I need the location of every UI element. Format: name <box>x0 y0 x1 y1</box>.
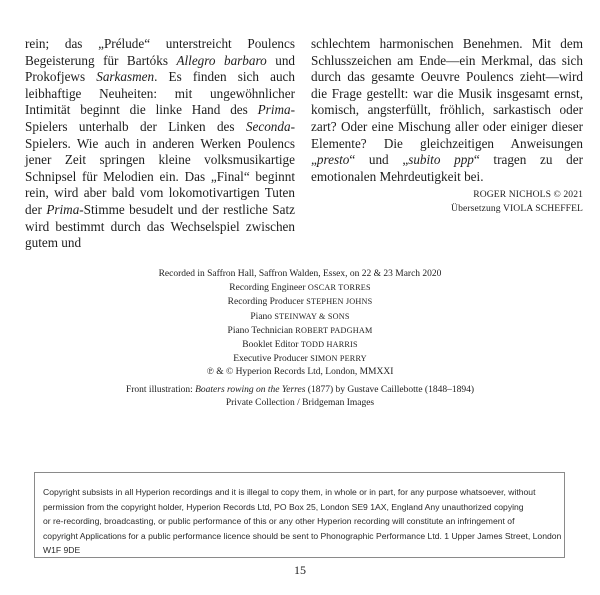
text-run: “ tragen zu der emotionalen Mehrdeutigkeit bei. <box>311 152 583 184</box>
text-run: -Spielers unterhalb der Linken des <box>25 102 295 134</box>
translator-name: VIOLA SCHEFFEL <box>502 203 583 215</box>
recording-credits <box>100 268 500 410</box>
author-credit: ROGER NICHOLS © 2021 <box>473 189 583 201</box>
copyright-line: or re-recording, broadcasting, or public performance of this or any other Hyperion recording will constitute an infringement of <box>43 516 515 527</box>
phonogram-notice: ℗ & © Hyperion Records Ltd, London, MMXXI <box>206 367 394 378</box>
credit-value: ROBERT PADGHAM <box>295 325 373 335</box>
italic-text-run: subito ppp <box>408 152 474 168</box>
credit-engineer <box>100 281 500 295</box>
text-run: “ und „ <box>349 152 409 168</box>
credit-piano <box>100 310 500 324</box>
credit-label: Recording Producer <box>227 297 307 308</box>
translation-label: Übersetzung <box>451 203 503 215</box>
image-collection-credit: Private Collection / Bridgeman Images <box>225 397 375 408</box>
essay-paragraph-left <box>25 36 295 252</box>
credit-label: Booklet Editor <box>242 340 301 351</box>
page-number: 15 <box>294 563 306 577</box>
credit-value: TODD HARRIS <box>300 340 358 350</box>
essay-paragraph-right <box>311 36 583 185</box>
credit-label: Recording Engineer <box>229 283 308 294</box>
copyright-notice-box <box>34 472 565 558</box>
credit-booklet-editor <box>100 338 500 352</box>
credit-executive-producer <box>100 352 500 366</box>
copyright-line: permission from the copyright holder, Hyperion Records Ltd, PO Box 25, London SE9 1AX, England Any unauthorized copying <box>43 501 524 512</box>
credit-label: Piano <box>250 311 275 322</box>
essay-signature <box>311 188 583 216</box>
recording-location: Recorded in Saffron Hall, Saffron Walden, Essex, on 22 & 23 March 2020 <box>158 269 442 279</box>
translation-credit <box>311 202 583 216</box>
credit-label: Executive Producer <box>233 354 311 365</box>
credit-producer <box>100 295 500 309</box>
front-illustration-credit <box>100 384 500 397</box>
text-run: -Stimme besudelt und der restliche Satz wird bestimmt durch das Wechselspiel zwischen gutem und <box>25 201 295 251</box>
text-run: . Es finden sich auch leibhaftige Neuheiten: mit ungewöhnlicher Intimität beginnt die linke Hand des <box>25 69 295 118</box>
front-illustration-title: Boaters rowing on the Yerres <box>195 384 306 395</box>
text-run: schlechtem harmonischen Benehmen. Mit dem Schlusszeichen am Ende—ein Merkmal, das sich durch das gesamte Oeuvre Poulencs zieht—wird die Frage gestellt: war die Musik insgesamt ernst, komisch, angsterfüllt, fröhlich, sarkastisch oder zart? Oder eine Mischung aller oder einiger dieser Elemente? Die gleichzeitigen Anweisungen „ <box>311 36 583 168</box>
front-illustration-label: Front illustration: <box>125 384 196 395</box>
italic-text-run: Seconda <box>245 118 291 134</box>
credit-value: SIMON PERRY <box>310 354 367 364</box>
text-run: und Prokofjews <box>25 52 295 85</box>
text-run: -Spielers. Wie auch in anderen Werken Poulencs jener Zeit springen kleine volksmusikartige Schnipsel für Melodien ein. Das „Final“ beginnt rein, wird aber bald vom lokomotivartigen Tuten der <box>25 118 295 217</box>
credit-value: STEINWAY & SONS <box>274 311 350 321</box>
copyright-notice-text <box>43 485 563 558</box>
italic-text-run: Prima <box>46 201 80 217</box>
essay-left-column <box>25 36 295 252</box>
front-illustration-details: (1877) by Gustave Caillebotte (1848–1894) <box>305 384 475 395</box>
credit-technician <box>100 324 500 338</box>
credit-value: OSCAR TORRES <box>307 283 371 293</box>
italic-text-run: presto <box>316 152 350 168</box>
copyright-line: Copyright subsists in all Hyperion recordings and it is illegal to copy them, in whole or in part, for any purpose whatsoever, without <box>43 487 536 497</box>
italic-text-run: Sarkasmen <box>96 69 155 85</box>
italic-text-run: Allegro barbaro <box>176 52 267 68</box>
essay-right-column <box>311 36 583 216</box>
credit-value: STEPHEN JOHNS <box>306 297 373 307</box>
copyright-line: W1F 9DE <box>43 545 81 556</box>
credit-label: Piano Technician <box>227 325 296 336</box>
text-run: rein; das „Prélude“ unterstreicht Poulencs Begeisterung für Bartóks <box>25 36 295 68</box>
copyright-line: copyright Applications for a public performance licence should be sent to Phonographic Performance Ltd. 1 Upper James Street, London <box>43 530 562 541</box>
italic-text-run: Prima <box>257 102 291 118</box>
